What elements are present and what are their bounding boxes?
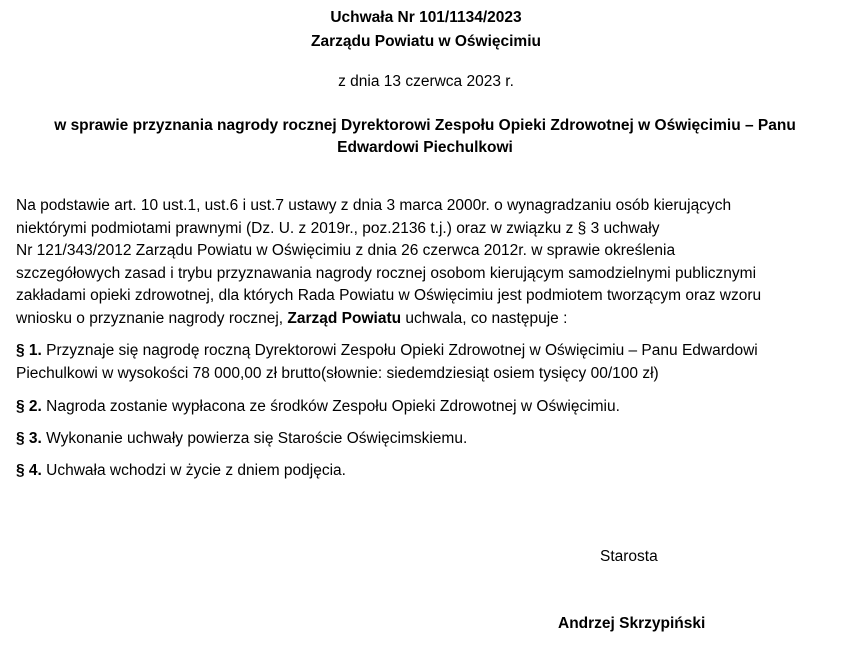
preamble-line: szczegółowych zasad i trybu przyznawania nagrody rocznej osobom kierującym samodzielnymi publicznymi bbox=[16, 264, 757, 282]
paragraph-marker: § 3. bbox=[16, 430, 42, 447]
paragraph-marker: § 4. bbox=[16, 462, 42, 479]
paragraph-marker: § 1. bbox=[16, 342, 42, 359]
subject-line1-rest: Dyrektorowi Zespołu Opieki Zdrowotnej w Oświęcimiu – Panu bbox=[341, 117, 796, 134]
preamble-last-suffix: uchwala, co następuje : bbox=[401, 309, 568, 327]
paragraph-3 bbox=[16, 428, 836, 451]
paragraph-marker: § 2. bbox=[16, 398, 42, 415]
preamble-line: niektórymi podmiotami prawnymi (Dz. U. z 2019r., poz.2136 t.j.) oraz w związku z § 3 uchwały bbox=[16, 219, 660, 237]
signature-role: Starosta bbox=[600, 548, 658, 565]
subject-line-1 bbox=[30, 115, 820, 137]
paragraph-1-line-2: Piechulkowi w wysokości 78 000,00 zł brutto(słownie: siedemdziesiąt osiem tysięcy 00/100 zł) bbox=[16, 364, 659, 382]
paragraph-1 bbox=[16, 340, 836, 385]
preamble-line: Na podstawie art. 10 ust.1, ust.6 i ust.7 ustawy z dnia 3 marca 2000r. o wynagradzaniu osób kierujących bbox=[16, 197, 732, 214]
subject-line-2: Edwardowi Piechulkowi bbox=[337, 139, 513, 156]
resolution-subject bbox=[30, 115, 820, 159]
preamble-line: zakładami opieki zdrowotnej, dla których Rada Powiatu w Oświęcimiu jest podmiotem tworzącym oraz wzoru bbox=[16, 287, 762, 305]
paragraph-2 bbox=[16, 396, 836, 419]
resolution-title: Uchwała Nr 101/1134/2023 bbox=[330, 9, 522, 26]
paragraph-text: Wykonanie uchwały powierza się Staroście Oświęcimskiemu. bbox=[41, 430, 468, 447]
paragraph-text: Nagroda zostanie wypłacona ze środków Zespołu Opieki Zdrowotnej w Oświęcimiu. bbox=[41, 398, 620, 415]
paragraph-1-line-1 bbox=[16, 340, 836, 363]
preamble-last-prefix: wniosku o przyznanie nagrody rocznej, bbox=[16, 309, 288, 327]
subject-prefix: w sprawie przyznania nagrody rocznej bbox=[54, 117, 342, 134]
preamble-last-line bbox=[16, 308, 836, 331]
paragraph-text: Uchwała wchodzi w życie z dniem podjęcia. bbox=[41, 462, 346, 479]
issuing-body: Zarządu Powiatu w Oświęcimiu bbox=[311, 33, 541, 50]
paragraph-text: Przyznaje się nagrodę roczną Dyrektorowi Zespołu Opieki Zdrowotnej w Oświęcimiu – Panu Edwardowi bbox=[41, 342, 758, 359]
paragraph-4 bbox=[16, 460, 836, 483]
resolution-date: z dnia 13 czerwca 2023 r. bbox=[338, 73, 514, 90]
preamble-line: Nr 121/343/2012 Zarządu Powiatu w Oświęcimiu z dnia 26 czerwca 2012r. w sprawie określenia bbox=[16, 242, 676, 260]
signature-name: Andrzej Skrzypiński bbox=[558, 615, 706, 632]
preamble bbox=[16, 195, 836, 331]
preamble-board-name: Zarząd Powiatu bbox=[287, 309, 402, 327]
